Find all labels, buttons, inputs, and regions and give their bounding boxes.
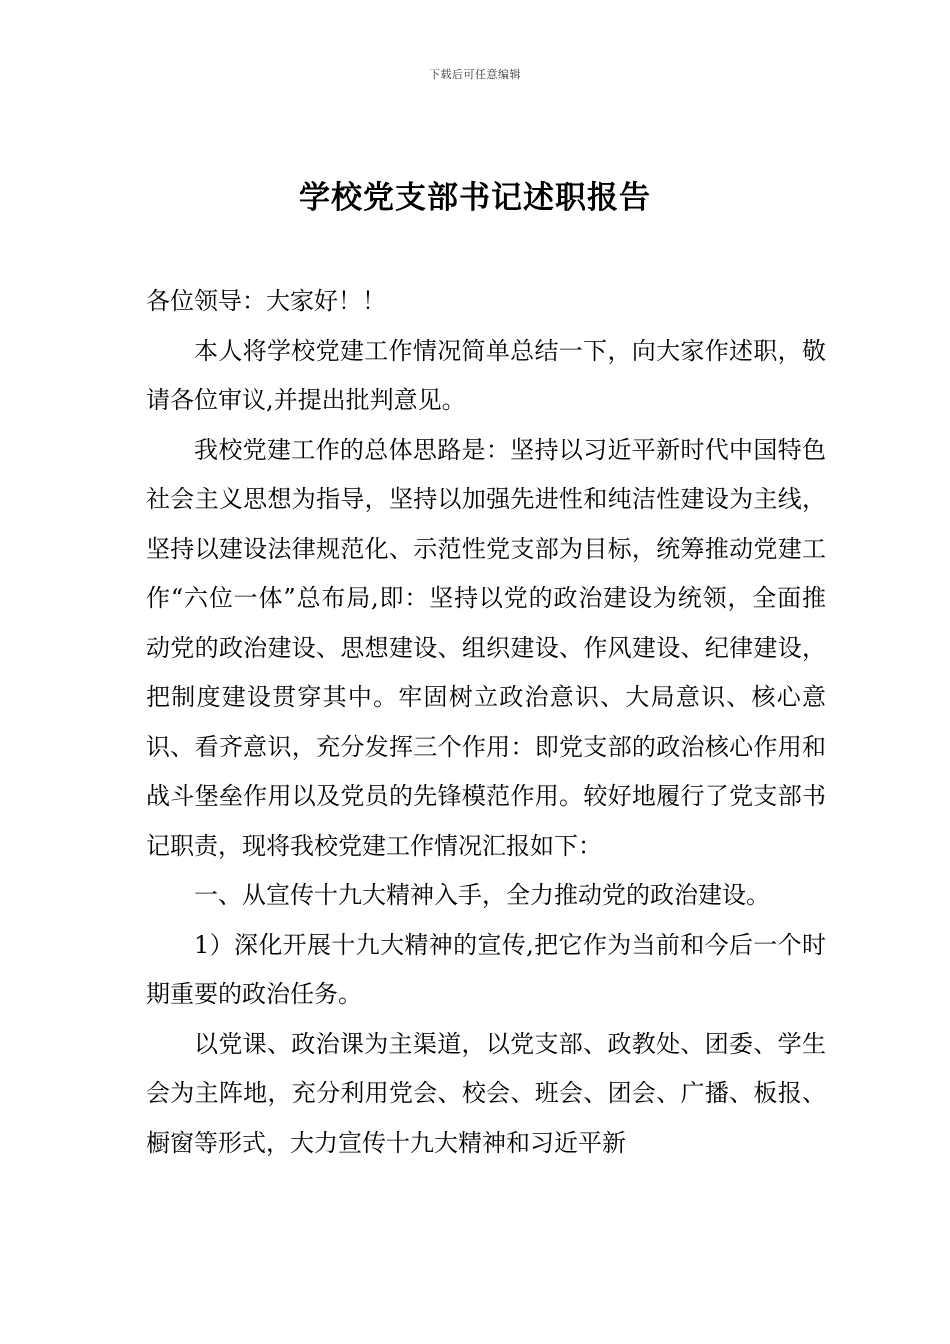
- header-note: 下载后可任意编辑: [429, 68, 521, 81]
- greeting-paragraph: 各位领导：大家好！！: [146, 287, 386, 315]
- section-heading: 一、从宣传十九大精神入手，全力推动党的政治建设。: [194, 881, 770, 909]
- body-paragraph: 以党课、政治课为主渠道，以党支部、政教处、团委、学生会为主阵地，充分利用党会、校会、班会、团会、广播、板报、橱窗等形式，大力宣传十九大精神和习近平新: [146, 1029, 826, 1157]
- body-paragraph: 我校党建工作的总体思路是：坚持以习近平新时代中国特色社会主义思想为指导，坚持以加强先进性和纯洁性建设为主线，坚持以建设法律规范化、示范性党支部为目标，统筹推动党建工作“六位一体”总布局,即：坚持以党的政治建设为统领，全面推动党的政治建设、思想建设、组织建设、作风建设、纪律建设，把制度建设贯穿其中。牢固树立政治意识、大局意识、核心意识、看齐意识，充分发挥三个作用：即党支部的政治核心作用和战斗堡垒作用以及党员的先锋模范作用。较好地履行了党支部书记职责，现将我校党建工作情况汇报如下：: [146, 435, 826, 860]
- document-body: [146, 277, 826, 1168]
- body-paragraph: 本人将学校党建工作情况简单总结一下，向大家作述职，敬请各位审议,并提出批判意见。: [146, 336, 826, 414]
- body-paragraph: 1）深化开展十九大精神的宣传,把它作为当前和今后一个时期重要的政治任务。: [146, 930, 826, 1008]
- document-title: 学校党支部书记述职报告: [299, 180, 651, 216]
